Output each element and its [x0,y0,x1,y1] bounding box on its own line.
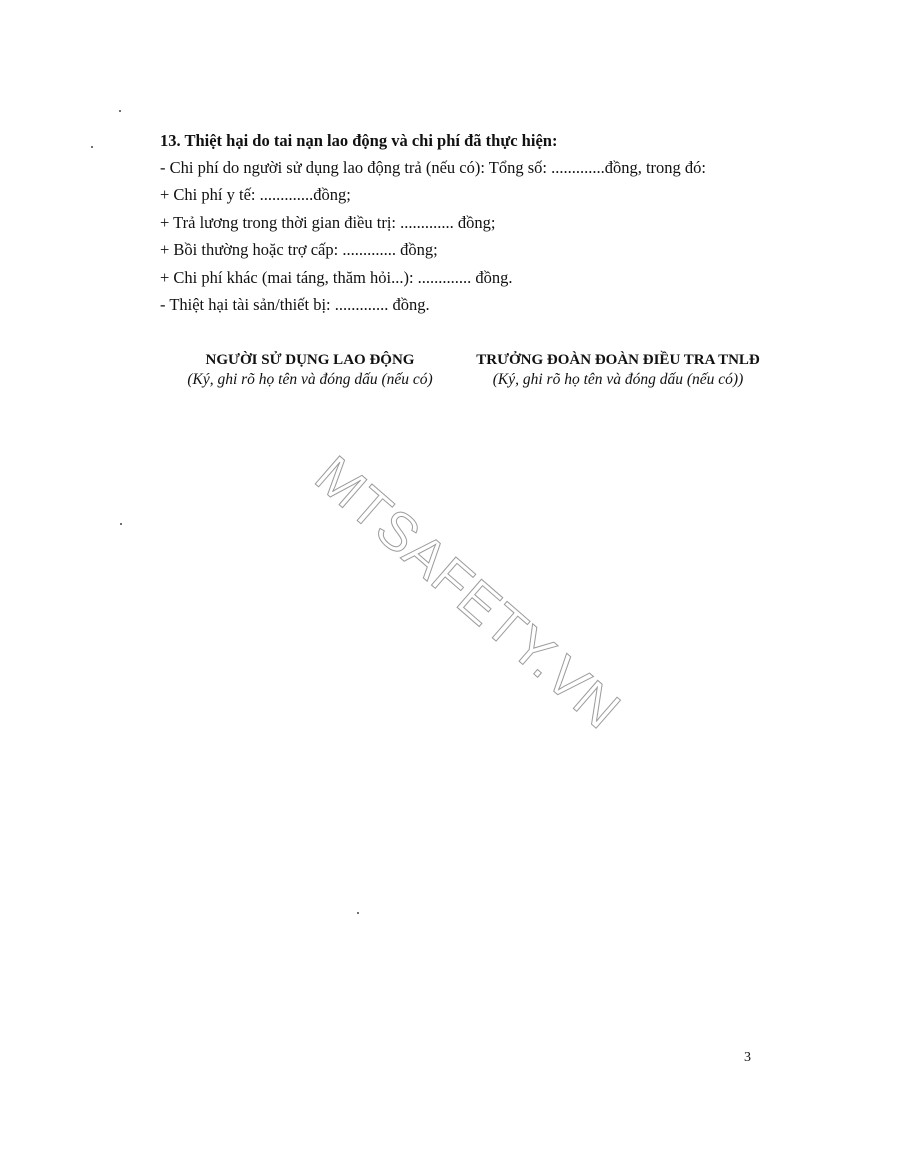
other-cost-line: + Chi phí khác (mai táng, thăm hỏi...): ............. đồng. [160,267,513,287]
watermark: MTSAFETY.VN [304,444,632,741]
signature-block [0,350,898,400]
damage-cost-section [160,128,800,318]
employer-signature-note: (Ký, ghi rõ họ tên và đóng dấu (nếu có) [187,371,433,388]
employer-signature-title: NGƯỜI SỬ DỤNG LAO ĐỘNG [205,352,415,368]
scan-speck [120,523,122,525]
treatment-salary-line: + Trả lương trong thời gian điều trị: ............. đồng; [160,212,496,232]
scan-speck [357,912,359,914]
compensation-line: + Bồi thường hoặc trợ cấp: ............. đồng; [160,240,438,260]
investigation-head-note: (Ký, ghi rõ họ tên và đóng dấu (nếu có)) [492,371,744,388]
investigation-head-title: TRƯỞNG ĐOÀN ĐOÀN ĐIỀU TRA TNLĐ [476,352,760,368]
medical-cost-line: + Chi phí y tế: .............đồng; [160,185,351,205]
employer-cost-line: - Chi phí do người sử dụng lao động trả (nếu có): Tổng số: .............đồng, trong đó: [160,158,707,177]
employer-signature [187,350,432,390]
scan-speck [119,110,121,112]
section-title: 13. Thiệt hại do tai nạn lao động và chi phí đã thực hiện: [160,131,558,150]
page-number: 3 [744,1050,751,1065]
investigation-head-signature [476,350,760,390]
property-damage-line: - Thiệt hại tài sản/thiết bị: ............. đồng. [160,295,430,315]
scan-speck [91,146,93,148]
